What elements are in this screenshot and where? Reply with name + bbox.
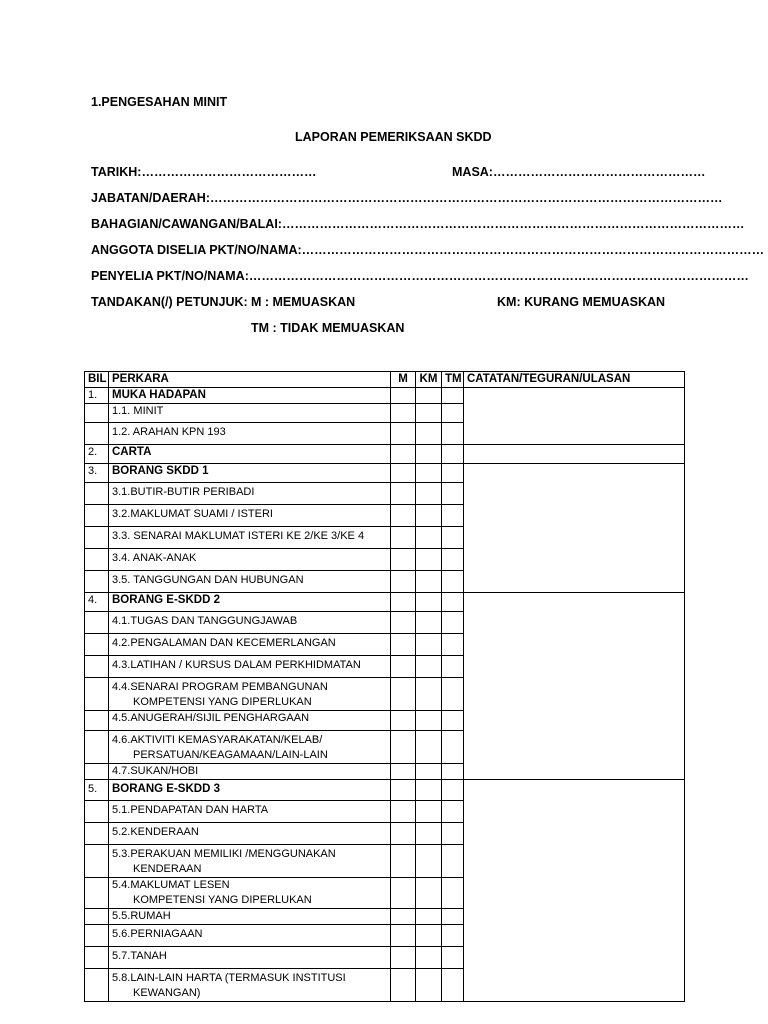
mark-km-cell[interactable] xyxy=(416,388,442,404)
mark-m-cell[interactable] xyxy=(391,656,416,678)
document-heading: 1.PENGESAHAN MINIT xyxy=(91,95,228,109)
legend-km: KM: KURANG MEMUASKAN xyxy=(497,295,666,309)
section-bil: 3. xyxy=(85,464,109,483)
mark-tm-cell[interactable] xyxy=(442,656,464,678)
mark-tm-cell[interactable] xyxy=(442,483,464,505)
mark-km-cell[interactable] xyxy=(416,505,442,527)
mark-m-cell[interactable] xyxy=(391,549,416,571)
catatan-cell[interactable] xyxy=(464,593,685,780)
mark-km-cell[interactable] xyxy=(416,678,442,711)
mark-tm-cell[interactable] xyxy=(442,464,464,483)
field-jabatan: JABATAN/DAERAH:…………………………………………………………………………………………………………… xyxy=(91,191,723,205)
mark-m-cell[interactable] xyxy=(391,571,416,593)
item-label: 1.1. MINIT xyxy=(109,404,391,423)
mark-km-cell[interactable] xyxy=(416,612,442,634)
mark-km-cell[interactable] xyxy=(416,634,442,656)
section-row xyxy=(85,445,685,464)
mark-m-cell[interactable] xyxy=(391,925,416,947)
mark-m-cell[interactable] xyxy=(391,909,416,925)
mark-km-cell[interactable] xyxy=(416,845,442,878)
section-row xyxy=(85,780,685,801)
mark-km-cell[interactable] xyxy=(416,527,442,549)
item-label: 5.5.RUMAH xyxy=(109,909,391,925)
header-catatan: CATATAN/TEGURAN/ULASAN xyxy=(464,372,685,388)
item-label: 3.2.MAKLUMAT SUAMI / ISTERI xyxy=(109,505,391,527)
mark-tm-cell[interactable] xyxy=(442,549,464,571)
item-label xyxy=(109,731,391,764)
mark-m-cell[interactable] xyxy=(391,404,416,423)
header-km: KM xyxy=(416,372,442,388)
mark-km-cell[interactable] xyxy=(416,445,442,464)
mark-m-cell[interactable] xyxy=(391,464,416,483)
catatan-cell[interactable] xyxy=(464,388,685,445)
field-anggota: ANGGOTA DISELIA PKT/NO/NAMA:………………………………………………………………………………………………… xyxy=(91,243,765,257)
mark-tm-cell[interactable] xyxy=(442,764,464,780)
item-label-line: 5.8.LAIN-LAIN HARTA (TERMASUK INSTITUSI xyxy=(112,972,346,984)
section-row xyxy=(85,464,685,483)
mark-km-cell[interactable] xyxy=(416,823,442,845)
item-label: 3.1.BUTIR-BUTIR PERIBADI xyxy=(109,483,391,505)
mark-tm-cell[interactable] xyxy=(442,612,464,634)
section-bil: 1. xyxy=(85,388,109,404)
field-bahagian: BAHAGIAN/CAWANGAN/BALAI:………………………………………………………………………………………………… xyxy=(91,217,745,231)
mark-km-cell[interactable] xyxy=(416,711,442,731)
document-title: LAPORAN PEMERIKSAAN SKDD xyxy=(295,130,492,144)
mark-km-cell[interactable] xyxy=(416,731,442,764)
mark-m-cell[interactable] xyxy=(391,731,416,764)
mark-m-cell[interactable] xyxy=(391,612,416,634)
mark-tm-cell[interactable] xyxy=(442,388,464,404)
mark-tm-cell[interactable] xyxy=(442,969,464,1002)
item-label: 5.1.PENDAPATAN DAN HARTA xyxy=(109,801,391,823)
item-label: 4.5.ANUGERAH/SIJIL PENGHARGAAN xyxy=(109,711,391,731)
item-label-line: KEWANGAN) xyxy=(133,987,201,999)
mark-km-cell[interactable] xyxy=(416,464,442,483)
mark-tm-cell[interactable] xyxy=(442,780,464,801)
item-label-line: 5.4.MAKLUMAT LESEN xyxy=(112,879,230,891)
mark-tm-cell[interactable] xyxy=(442,731,464,764)
mark-m-cell[interactable] xyxy=(391,947,416,969)
item-label: 4.7.SUKAN/HOBI xyxy=(109,764,391,780)
section-title: BORANG SKDD 1 xyxy=(109,464,391,483)
legend-label: TANDAKAN(/) PETUNJUK: xyxy=(91,295,248,309)
section-bil: 4. xyxy=(85,593,109,612)
item-label-line: 4.4.SENARAI PROGRAM PEMBANGUNAN xyxy=(112,681,328,693)
section-bil: 2. xyxy=(85,445,109,464)
mark-km-cell[interactable] xyxy=(416,593,442,612)
item-label xyxy=(109,678,391,711)
item-label xyxy=(109,845,391,878)
item-label: 3.3. SENARAI MAKLUMAT ISTERI KE 2/KE 3/KE 4 xyxy=(109,527,391,549)
mark-tm-cell[interactable] xyxy=(442,925,464,947)
item-label: 4.3.LATIHAN / KURSUS DALAM PERKHIDMATAN xyxy=(109,656,391,678)
mark-m-cell[interactable] xyxy=(391,527,416,549)
inspection-table xyxy=(84,371,685,1002)
mark-m-cell[interactable] xyxy=(391,388,416,404)
mark-km-cell[interactable] xyxy=(416,878,442,909)
mark-tm-cell[interactable] xyxy=(442,423,464,445)
mark-m-cell[interactable] xyxy=(391,845,416,878)
mark-tm-cell[interactable] xyxy=(442,909,464,925)
mark-tm-cell[interactable] xyxy=(442,878,464,909)
header-m: M xyxy=(391,372,416,388)
item-label: 5.7.TANAH xyxy=(109,947,391,969)
item-label: 5.2.KENDERAAN xyxy=(109,823,391,845)
mark-km-cell[interactable] xyxy=(416,909,442,925)
mark-m-cell[interactable] xyxy=(391,780,416,801)
mark-m-cell[interactable] xyxy=(391,711,416,731)
section-title: MUKA HADAPAN xyxy=(109,388,391,404)
mark-km-cell[interactable] xyxy=(416,549,442,571)
mark-m-cell[interactable] xyxy=(391,678,416,711)
item-label: 3.5. TANGGUNGAN DAN HUBUNGAN xyxy=(109,571,391,593)
legend-tm: TM : TIDAK MEMUASKAN xyxy=(251,321,405,335)
item-label: 3.4. ANAK-ANAK xyxy=(109,549,391,571)
catatan-cell[interactable] xyxy=(464,445,685,464)
mark-km-cell[interactable] xyxy=(416,780,442,801)
mark-m-cell[interactable] xyxy=(391,445,416,464)
mark-m-cell[interactable] xyxy=(391,764,416,780)
item-label: 4.1.TUGAS DAN TANGGUNGJAWAB xyxy=(109,612,391,634)
mark-km-cell[interactable] xyxy=(416,423,442,445)
item-label-line: KOMPETENSI YANG DIPERLUKAN xyxy=(133,894,312,906)
item-label-line: 4.6.AKTIVITI KEMASYARAKATAN/KELAB/ xyxy=(112,734,323,746)
table-header-row xyxy=(85,372,685,388)
header-tm: TM xyxy=(442,372,464,388)
field-penyelia: PENYELIA PKT/NO/NAMA:………………………………………………………………………………………………………… xyxy=(91,269,749,283)
mark-tm-cell[interactable] xyxy=(442,711,464,731)
section-title: BORANG E-SKDD 2 xyxy=(109,593,391,612)
mark-km-cell[interactable] xyxy=(416,947,442,969)
section-row xyxy=(85,593,685,612)
mark-tm-cell[interactable] xyxy=(442,527,464,549)
mark-tm-cell[interactable] xyxy=(442,593,464,612)
field-tarikh: TARIKH:…………………………………… xyxy=(91,165,317,179)
item-label-line: KOMPETENSI YANG DIPERLUKAN xyxy=(133,696,312,708)
item-label: 5.6.PERNIAGAAN xyxy=(109,925,391,947)
mark-tm-cell[interactable] xyxy=(442,505,464,527)
mark-m-cell[interactable] xyxy=(391,823,416,845)
mark-km-cell[interactable] xyxy=(416,404,442,423)
mark-m-cell[interactable] xyxy=(391,505,416,527)
mark-m-cell[interactable] xyxy=(391,969,416,1002)
mark-m-cell[interactable] xyxy=(391,483,416,505)
catatan-cell[interactable] xyxy=(464,464,685,593)
header-bil: BIL xyxy=(85,372,109,388)
legend-m: M : MEMUASKAN xyxy=(251,295,356,309)
mark-tm-cell[interactable] xyxy=(442,801,464,823)
mark-m-cell[interactable] xyxy=(391,801,416,823)
item-label-line: PERSATUAN/KEAGAMAAN/LAIN-LAIN xyxy=(133,749,328,761)
item-label-line: 5.3.PERAKUAN MEMILIKI /MENGGUNAKAN xyxy=(112,848,336,860)
mark-km-cell[interactable] xyxy=(416,483,442,505)
mark-km-cell[interactable] xyxy=(416,764,442,780)
mark-tm-cell[interactable] xyxy=(442,678,464,711)
mark-tm-cell[interactable] xyxy=(442,571,464,593)
section-title: CARTA xyxy=(109,445,391,464)
mark-tm-cell[interactable] xyxy=(442,445,464,464)
field-masa: MASA:…………………………………………… xyxy=(452,165,706,179)
mark-m-cell[interactable] xyxy=(391,634,416,656)
section-bil: 5. xyxy=(85,780,109,801)
mark-m-cell[interactable] xyxy=(391,423,416,445)
mark-tm-cell[interactable] xyxy=(442,845,464,878)
mark-km-cell[interactable] xyxy=(416,969,442,1002)
section-row xyxy=(85,388,685,404)
mark-km-cell[interactable] xyxy=(416,571,442,593)
item-label: 1.2. ARAHAN KPN 193 xyxy=(109,423,391,445)
item-label xyxy=(109,969,391,1002)
mark-tm-cell[interactable] xyxy=(442,404,464,423)
mark-m-cell[interactable] xyxy=(391,878,416,909)
mark-m-cell[interactable] xyxy=(391,593,416,612)
item-label-line: KENDERAAN xyxy=(133,863,202,875)
item-label: 4.2.PENGALAMAN DAN KECEMERLANGAN xyxy=(109,634,391,656)
mark-tm-cell[interactable] xyxy=(442,947,464,969)
mark-km-cell[interactable] xyxy=(416,801,442,823)
mark-km-cell[interactable] xyxy=(416,656,442,678)
mark-km-cell[interactable] xyxy=(416,925,442,947)
header-perkara: PERKARA xyxy=(109,372,391,388)
mark-tm-cell[interactable] xyxy=(442,634,464,656)
item-label xyxy=(109,878,391,909)
mark-tm-cell[interactable] xyxy=(442,823,464,845)
catatan-cell[interactable] xyxy=(464,780,685,1002)
section-title: BORANG E-SKDD 3 xyxy=(109,780,391,801)
